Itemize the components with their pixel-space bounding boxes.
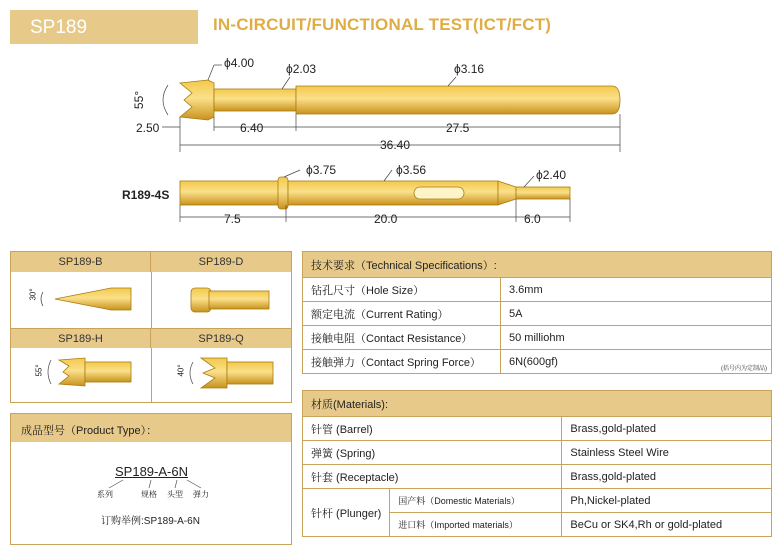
tip-b-label: SP189-B: [11, 252, 151, 272]
dim-ring-diameter: ϕ3.75: [306, 163, 337, 177]
table-row: 针管 (Barrel) Brass,gold-plated: [303, 417, 772, 441]
table-row: 弹簧 (Spring) Stainless Steel Wire: [303, 441, 772, 465]
table-row: 接触电阻（Contact Resistance） 50 milliohm: [303, 326, 772, 350]
custom-note: (括号内为定制品): [721, 366, 767, 372]
specs-table: [302, 251, 772, 374]
dim-receptacle-end-length: 6.0: [524, 212, 541, 226]
probe-tip: [180, 80, 214, 120]
tip-styles-graphics: [11, 252, 291, 402]
tip-d-label: SP189-D: [151, 252, 291, 272]
dim-receptacle-body-length: 20.0: [374, 212, 398, 226]
probe-neck: [214, 89, 296, 111]
part-series: 系列: [97, 490, 113, 499]
tip-q-shape: [201, 358, 227, 388]
table-row: 额定电流（Current Rating） 5A: [303, 302, 772, 326]
receptacle-slot: [414, 187, 464, 199]
tip-b-angle: 30°: [28, 288, 38, 301]
materials-heading: 材质(Materials):: [303, 391, 772, 417]
receptacle-end: [516, 187, 570, 199]
receptacle-ring: [278, 177, 288, 209]
dim-end-diameter: ϕ2.40: [536, 168, 567, 182]
dim-tip-angle: 55°: [132, 90, 147, 110]
part-spec: 规格: [141, 490, 157, 499]
product-type-heading: 成品型号（Product Type）：: [21, 425, 158, 437]
table-row: 进口料（Imported materials） BeCu or SK4,Rh or gold-plated: [303, 513, 772, 537]
table-row: 接触弹力（Contact Spring Force） 6N(600gf) (括号内为定制品): [303, 350, 772, 374]
probe-body: [296, 86, 620, 114]
tip-h-angle: 55°: [34, 364, 44, 377]
tip-h-shape: [59, 358, 85, 386]
table-row: 针套 (Receptacle) Brass,gold-plated: [303, 465, 772, 489]
dim-tip-diameter: ϕ4.00: [224, 56, 255, 70]
specs-heading: 技术要求（Technical Specifications）:: [303, 252, 772, 278]
dim-neck-diameter: ϕ2.03: [286, 62, 317, 76]
receptacle-body: [288, 181, 498, 205]
materials-table: [302, 390, 772, 537]
tip-d-shape: [191, 288, 211, 312]
tip-q-label: SP189-Q: [151, 328, 291, 348]
receptacle-model: R189-4S: [122, 188, 170, 202]
tip-q-angle: 40°: [176, 364, 186, 377]
page-title: IN-CIRCUIT/FUNCTIONAL TEST(ICT/FCT): [213, 15, 552, 34]
dim-receptacle-body-diameter: ϕ3.56: [396, 163, 427, 177]
product-code: SP189-A-6N: [115, 464, 188, 479]
table-row: 钻孔尺寸（Hole Size） 3.6mm: [303, 278, 772, 302]
tip-b-shape: [55, 288, 131, 310]
dim-neck-length: 6.40: [240, 121, 264, 135]
dim-total-length: 36.40: [380, 138, 411, 152]
receptacle-front: [180, 181, 280, 205]
order-example: 订购举例:SP189-A-6N: [101, 516, 200, 527]
dim-tip-length: 2.50: [136, 121, 160, 135]
model-number: SP189: [30, 17, 88, 38]
product-type-panel: [10, 413, 292, 545]
dim-receptacle-front-length: 7.5: [224, 212, 241, 226]
tip-styles-panel: [10, 251, 292, 403]
dim-body-diameter: ϕ3.16: [454, 62, 485, 76]
tip-h-label: SP189-H: [11, 328, 151, 348]
model-badge: [10, 10, 198, 44]
part-force: 弹力: [193, 490, 209, 499]
table-row: 针杆 (Plunger) 国产料（Domestic Materials） Ph,Nickel-plated: [303, 489, 772, 513]
part-head: 头型: [167, 490, 183, 499]
dim-body-length: 27.5: [446, 121, 470, 135]
